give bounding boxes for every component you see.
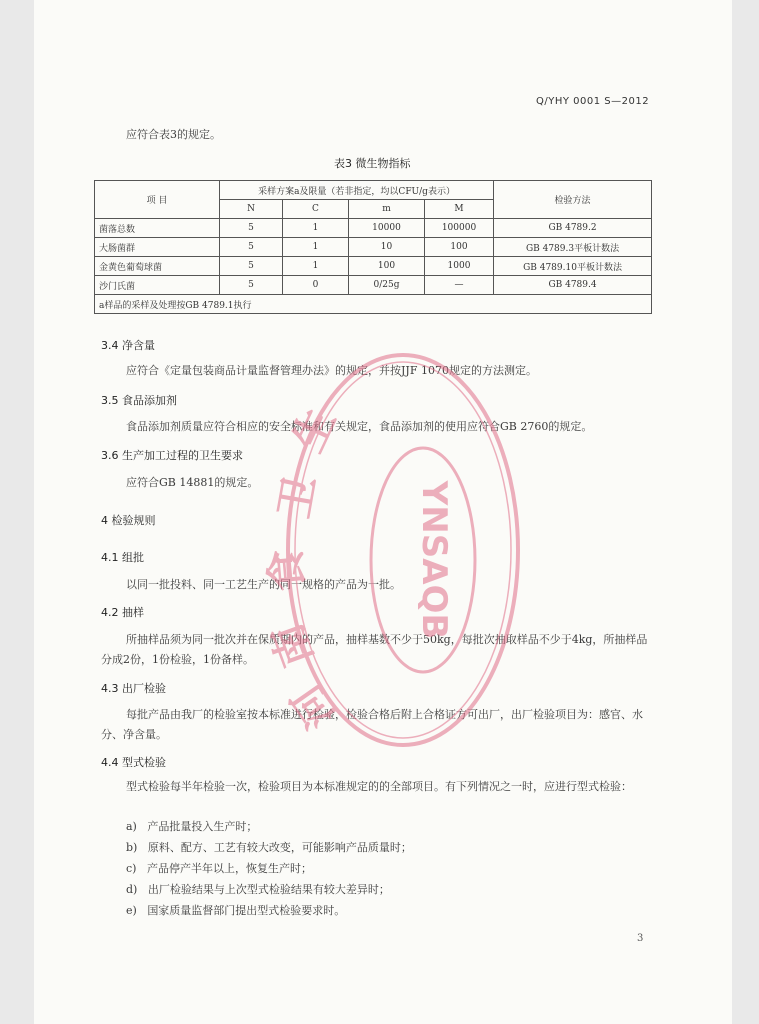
svg-text:河: 河 <box>281 674 347 738</box>
section-4-2-text: 所抽样品须为同一批次并在保质期内的产品，抽样基数不少于50kg，每批次抽取样品不少于4kg，所抽样品分成2份，1份检验，1份备样。 <box>101 633 648 666</box>
section-4-2-heading: 4.2 抽样 <box>101 606 144 619</box>
section-3-5-heading: 3.5 食品添加剂 <box>101 394 177 407</box>
table-footnote: a样品的采样及处理按GB 4789.1执行 <box>95 295 652 314</box>
header-sampling-plan: 采样方案a及限量（若非指定，均以CFU/g表示） <box>220 181 494 200</box>
section-3-4-text: 应符合《定量包装商品计量监督管理办法》的规定，并按JJF 1070规定的方法测定。 <box>126 364 537 377</box>
table-row: 金黄色葡萄球菌 5 1 100 1000 GB 4789.10平板计数法 <box>95 257 652 276</box>
microbial-indicator-table <box>94 180 652 314</box>
svg-text:卫: 卫 <box>269 471 326 522</box>
section-3-4-heading: 3.4 净含量 <box>101 339 155 352</box>
section-4-4-heading: 4.4 型式检验 <box>101 756 166 769</box>
section-3-6-text: 应符合GB 14881的规定。 <box>126 476 259 489</box>
svg-text:食: 食 <box>260 547 313 594</box>
list-item: e) 国家质量监督部门提出型式检验要求时。 <box>126 904 346 917</box>
table-row: 大肠菌群 5 1 10 100 GB 4789.3平板计数法 <box>95 238 652 257</box>
section-4-1-text: 以同一批投料、同一工艺生产的同一规格的产品为一批。 <box>126 578 401 591</box>
svg-text:生: 生 <box>282 400 345 460</box>
header-test-method: 检验方法 <box>494 181 652 219</box>
seal-inner-text: YNSAQB <box>414 480 454 640</box>
section-4-1-heading: 4.1 组批 <box>101 551 144 564</box>
section-4-3-text: 每批产品由我厂的检验室按本标准进行检验，检验合格后附上合格证方可出厂，出厂检验项目为：感官、水分、净含量。 <box>101 708 643 741</box>
section-4-heading: 4 检验规则 <box>101 514 156 527</box>
document-number: Q/YHY 0001 S—2012 <box>536 96 650 107</box>
section-3-5-text: 食品添加剂质量应符合相应的安全标准和有关规定，食品添加剂的使用应符合GB 2760的规定。 <box>126 420 593 433</box>
page-number: 3 <box>637 933 644 944</box>
table-row: 沙门氏菌 5 0 0/25g — GB 4789.4 <box>95 276 652 295</box>
header-c: C <box>283 200 349 219</box>
list-item: c) 产品停产半年以上，恢复生产时； <box>126 862 312 875</box>
section-4-3-heading: 4.3 出厂检验 <box>101 682 166 695</box>
list-item: d) 出厂检验结果与上次型式检验结果有较大差异时； <box>126 883 390 896</box>
header-m-upper: M <box>425 200 494 219</box>
list-item: b) 原料、配方、工艺有较大改变，可能影响产品质量时； <box>126 841 412 854</box>
table-title: 表3 微生物指标 <box>334 157 411 170</box>
svg-text:南: 南 <box>261 617 323 674</box>
header-item: 项 目 <box>95 181 220 219</box>
table-row: 菌落总数 5 1 10000 100000 GB 4789.2 <box>95 219 652 238</box>
header-n: N <box>220 200 283 219</box>
section-4-4-text: 型式检验每半年检验一次，检验项目为本标准规定的的全部项目。有下列情况之一时，应进行型式检验： <box>126 780 632 793</box>
header-m-lower: m <box>349 200 425 219</box>
table-intro-text: 应符合表3的规定。 <box>126 128 221 141</box>
section-3-6-heading: 3.6 生产加工过程的卫生要求 <box>101 449 243 462</box>
list-item: a) 产品批量投入生产时； <box>126 820 258 833</box>
